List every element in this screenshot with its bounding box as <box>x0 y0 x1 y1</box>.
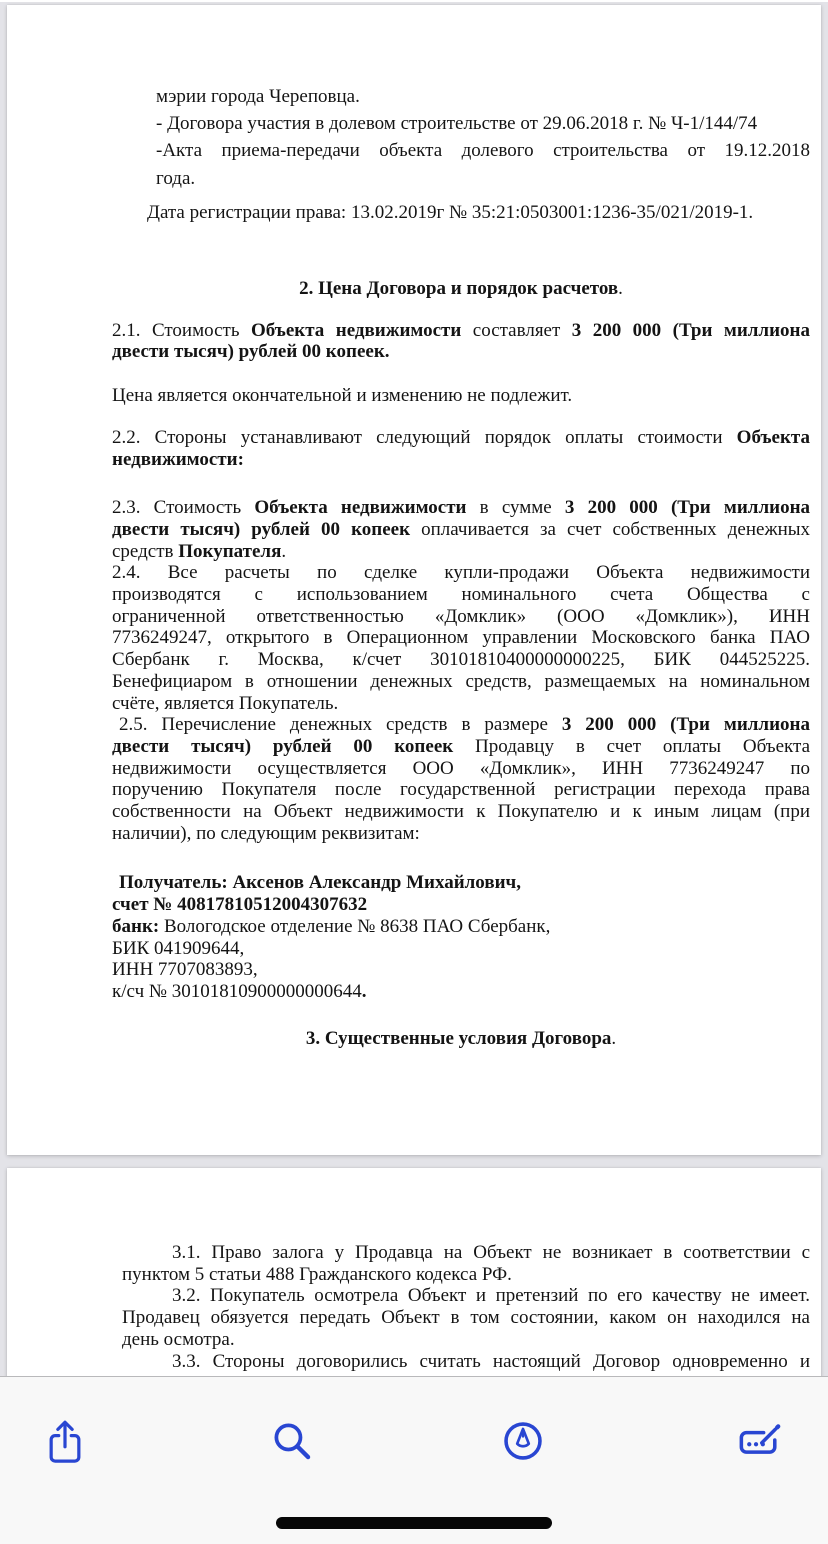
paragraph-line: двести тысяч) рублей 00 копеек. <box>112 341 390 363</box>
paragraph-line: 2.2. Стороны устанавливают следующий порядок оплаты стоимости Объекта <box>112 426 810 448</box>
paragraph-line: 2.1. Стоимость Объекта недвижимости составляет 3 200 000 (Три миллиона <box>112 319 810 341</box>
payee-inn-line: ИНН 7707083893, <box>112 959 258 981</box>
paragraph-line: - Договора участия в долевом строительстве от 29.06.2018 г. № Ч-1/144/74 <box>156 113 758 135</box>
paragraph-line: счёте, является Покупатель. <box>112 692 339 714</box>
paragraph-line: пунктом 5 статьи 488 Гражданского кодекса РФ. <box>122 1263 512 1285</box>
paragraph-line: Бенефициаром в отношении денежных средств, размещаемых на номинальном <box>112 670 810 692</box>
paragraph-2-5 <box>112 714 810 844</box>
share-button[interactable] <box>33 1409 97 1473</box>
paragraph-2-2 <box>112 427 810 470</box>
payee-details-block <box>112 872 810 1002</box>
paragraph-line: Сбербанк г. Москва, к/счет 30101810400000000225, БИК 044525225. <box>112 649 810 671</box>
registration-date-line: Дата регистрации права: 13.02.2019г № 35:21:0503001:1236-35/021/2019-1. <box>147 201 754 223</box>
autofill-form-button[interactable] <box>727 1409 791 1473</box>
paragraph-line: 3.3. Стороны договорились считать настоящий Договор одновременно и <box>172 1350 810 1372</box>
paragraph-line: наличии), по следующим реквизитам: <box>112 822 420 844</box>
home-indicator[interactable] <box>276 1517 552 1529</box>
paragraph-line: Продавец обязуется передать Объект в том состоянии, каком он находился на <box>122 1307 810 1329</box>
paragraph-line: поручению Покупателя после государственной регистрации перехода права <box>112 779 810 801</box>
payee-corr-account-line: к/сч № 30101810900000000644. <box>112 981 367 1002</box>
paragraph-line: мэрии города Череповца. <box>156 86 360 107</box>
paragraph-line: производятся с использованием номинального счета Общества с <box>112 584 810 606</box>
share-icon <box>40 1416 90 1466</box>
section-2-heading: 2. Цена Договора и порядок расчетов. <box>299 278 623 300</box>
paragraph-3-2 <box>122 1285 810 1350</box>
paragraph-line: двести тысяч) рублей 00 копеек оплачивается за счет собственных денежных <box>112 518 811 540</box>
markup-icon <box>498 1416 548 1466</box>
paragraph-line: 2.3. Стоимость Объекта недвижимости в сумме 3 200 000 (Три миллиона <box>112 497 811 519</box>
intro-block <box>156 83 810 192</box>
paragraph-line: недвижимости осуществляется ООО «Домклик», ИНН 7736249247 по <box>112 757 810 779</box>
bottom-toolbar <box>0 1376 828 1544</box>
paragraph-2-4 <box>112 562 810 714</box>
price-final-note: Цена является окончательной и изменению не подлежит. <box>112 385 573 407</box>
payee-name-line: Получатель: Аксенов Александр Михайлович, <box>119 872 522 894</box>
page-1 <box>7 5 821 1155</box>
markup-button[interactable] <box>491 1409 555 1473</box>
payee-bik-line: БИК 041909644, <box>112 937 245 959</box>
paragraph-line: средств Покупателя. <box>112 540 287 562</box>
paragraph-line: недвижимости: <box>112 448 244 470</box>
paragraph-line: 7736249247, открытого в Операционном управлении Московского банка ПАО <box>112 627 810 649</box>
search-button[interactable] <box>260 1409 324 1473</box>
autofill-form-icon <box>733 1415 785 1467</box>
payee-bank-line: банк: Вологодское отделение № 8638 ПАО Сбербанк, <box>112 915 551 937</box>
paragraph-line: года. <box>156 167 196 189</box>
paragraph-line: 3.2. Покупатель осмотрела Объект и претензий по его качеству не имеет. <box>172 1285 810 1307</box>
paragraph-line: двести тысяч) рублей 00 копеек Продавцу в счет оплаты Объекта <box>112 735 811 757</box>
paragraph-3-1 <box>122 1242 810 1285</box>
section-3-heading: 3. Существенные условия Договора. <box>305 1027 617 1049</box>
paragraph-3-3 <box>122 1351 810 1373</box>
paragraph-line: день осмотра. <box>122 1328 235 1350</box>
paragraph-line: -Акта приема-передачи объекта долевого строительства от 19.12.2018 <box>156 140 810 162</box>
paragraph-2-1 <box>112 320 810 363</box>
payee-account-line: счет № 40817810512004307632 <box>112 894 368 916</box>
paragraph-line: ограниченной ответственностью «Домклик» (ООО «Домклик»), ИНН <box>112 605 810 627</box>
top-edge-strip <box>0 0 828 2</box>
paragraph-line: 2.4. Все расчеты по сделке купли-продажи Объекта недвижимости <box>112 562 810 584</box>
paragraph-line: собственности на Объект недвижимости к Покупателю и к иным лицам (при <box>112 801 810 823</box>
paragraph-2-3 <box>112 497 810 562</box>
paragraph-line: 3.1. Право залога у Продавца на Объект не возникает в соответствии с <box>172 1242 810 1263</box>
paragraph-line: 2.5. Перечисление денежных средств в размере 3 200 000 (Три миллиона <box>119 714 810 736</box>
search-icon <box>267 1416 317 1466</box>
